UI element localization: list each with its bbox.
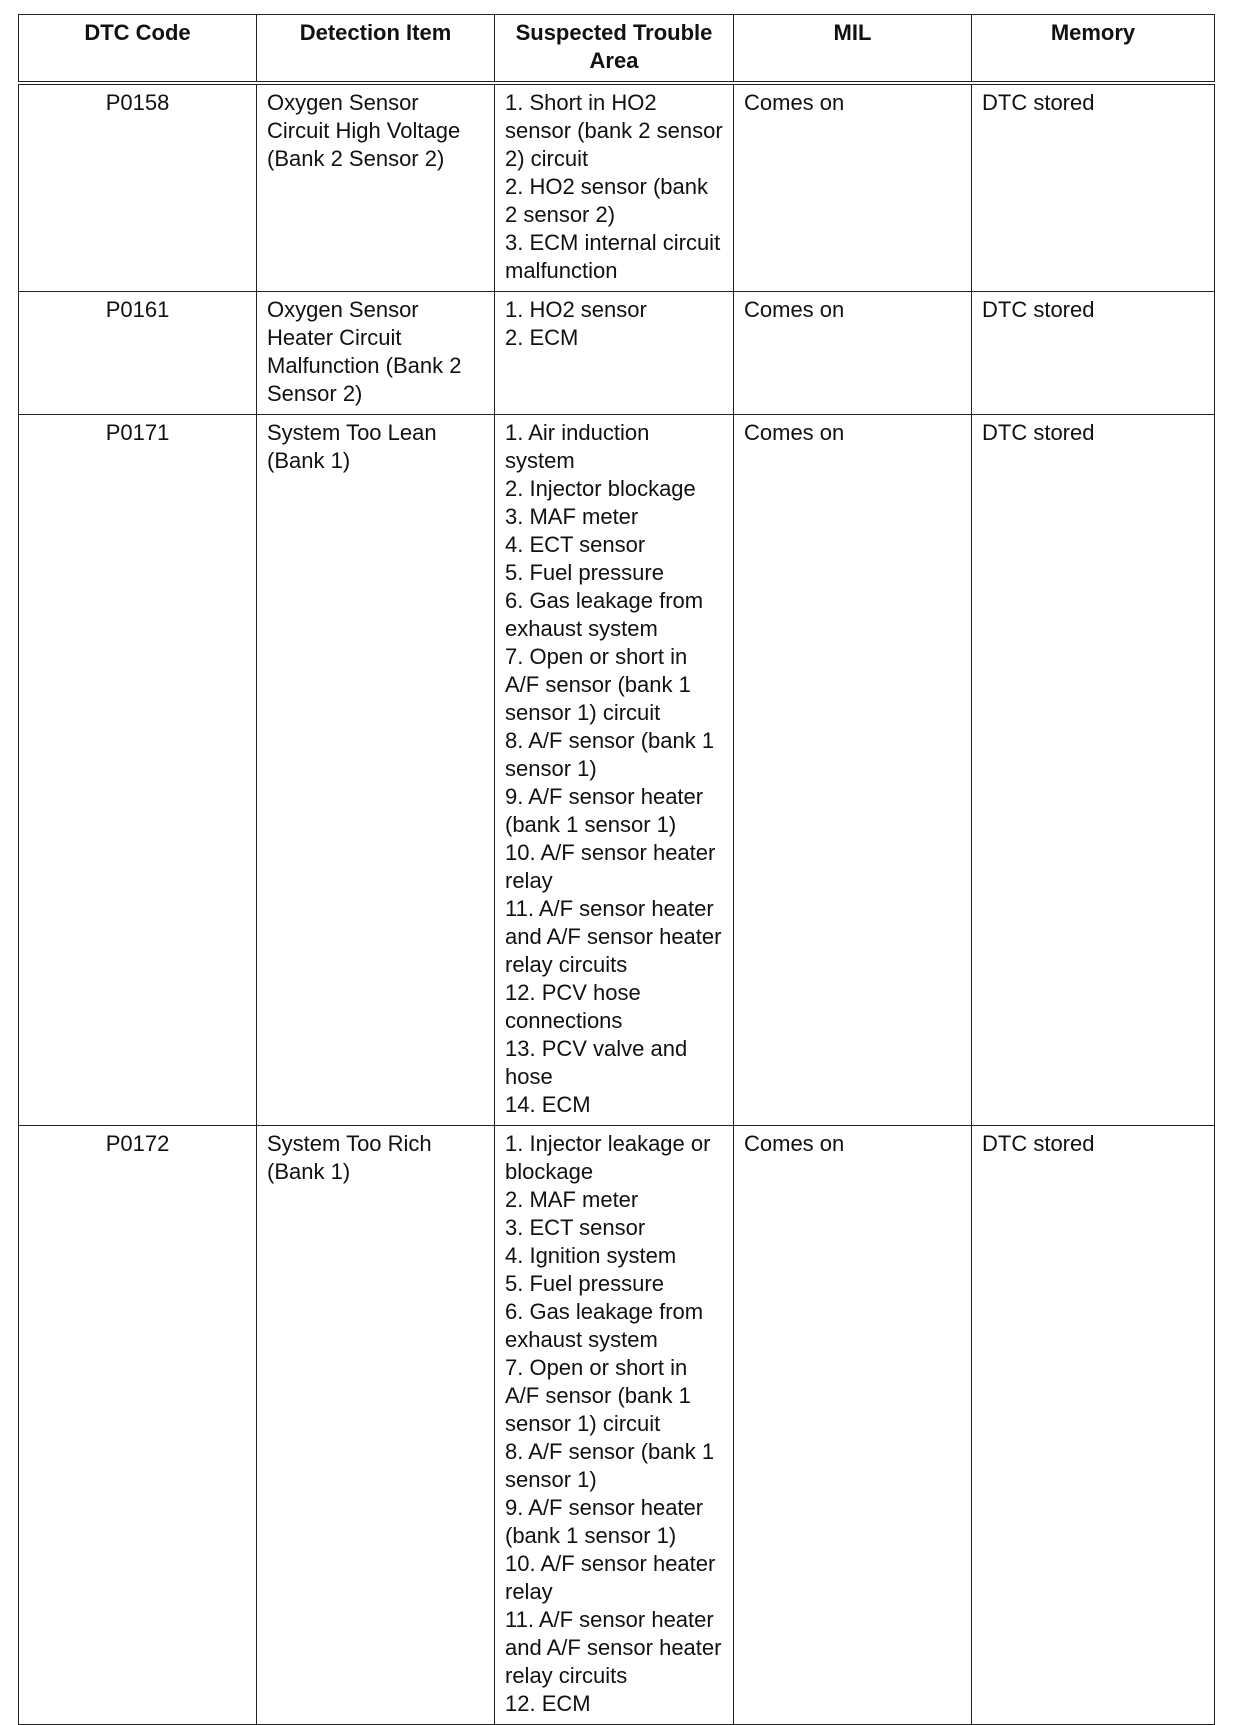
trouble-area-item: 9. A/F sensor heater (bank 1 sensor 1) [505, 784, 704, 837]
memory-cell: DTC stored [972, 292, 1215, 415]
trouble-area-item: 10. A/F sensor heater relay [505, 840, 716, 893]
table-row [19, 83, 1215, 292]
trouble-area-item: 14. ECM [505, 1092, 591, 1117]
trouble-area-cell [495, 292, 734, 415]
trouble-area-cell [495, 1126, 734, 1725]
memory-cell: DTC stored [972, 415, 1215, 1126]
table-header-row [19, 15, 1215, 84]
dtc-code-cell: P0161 [19, 292, 257, 415]
trouble-area-item: 1. HO2 sensor [505, 297, 647, 322]
header-dtc-code: DTC Code [19, 15, 257, 84]
trouble-area-item: 12. ECM [505, 1691, 591, 1716]
header-memory: Memory [972, 15, 1215, 84]
trouble-area-item: 2. MAF meter [505, 1187, 639, 1212]
trouble-area-item: 12. PCV hose connections [505, 980, 641, 1033]
trouble-area-item: 9. A/F sensor heater (bank 1 sensor 1) [505, 1495, 704, 1548]
table-row [19, 415, 1215, 1126]
trouble-area-item: 5. Fuel pressure [505, 560, 664, 585]
trouble-area-item: 3. ECM internal circuit malfunction [505, 230, 721, 283]
trouble-area-item: 2. HO2 sensor (bank 2 sensor 2) [505, 174, 708, 227]
trouble-area-item: 7. Open or short in A/F sensor (bank 1 sensor 1) circuit [505, 1355, 691, 1436]
dtc-table [18, 14, 1215, 1725]
mil-cell: Comes on [734, 1126, 972, 1725]
trouble-area-item: 1. Air induction system [505, 420, 650, 473]
trouble-area-cell [495, 83, 734, 292]
detection-item-cell: Oxygen Sensor Circuit High Voltage (Bank 2 Sensor 2) [257, 83, 495, 292]
trouble-area-item: 11. A/F sensor heater and A/F sensor heater relay circuits [505, 896, 722, 977]
mil-cell: Comes on [734, 415, 972, 1126]
trouble-area-item: 6. Gas leakage from exhaust system [505, 1299, 704, 1352]
dtc-code-cell: P0158 [19, 83, 257, 292]
table-row [19, 1126, 1215, 1725]
detection-item-cell: System Too Rich (Bank 1) [257, 1126, 495, 1725]
detection-item-cell: Oxygen Sensor Heater Circuit Malfunction (Bank 2 Sensor 2) [257, 292, 495, 415]
dtc-code-cell: P0172 [19, 1126, 257, 1725]
header-mil: MIL [734, 15, 972, 84]
memory-cell: DTC stored [972, 1126, 1215, 1725]
trouble-area-item: 5. Fuel pressure [505, 1271, 664, 1296]
trouble-area-item: 4. Ignition system [505, 1243, 677, 1268]
trouble-area-item: 7. Open or short in A/F sensor (bank 1 sensor 1) circuit [505, 644, 691, 725]
mil-cell: Comes on [734, 83, 972, 292]
trouble-area-item: 11. A/F sensor heater and A/F sensor heater relay circuits [505, 1607, 722, 1688]
trouble-area-item: 8. A/F sensor (bank 1 sensor 1) [505, 1439, 715, 1492]
trouble-area-item: 2. Injector blockage [505, 476, 696, 501]
detection-item-cell: System Too Lean (Bank 1) [257, 415, 495, 1126]
trouble-area-item: 1. Injector leakage or blockage [505, 1131, 711, 1184]
header-trouble-area: Suspected Trouble Area [495, 15, 734, 84]
trouble-area-item: 2. ECM [505, 325, 579, 350]
trouble-area-item: 1. Short in HO2 sensor (bank 2 sensor 2) circuit [505, 90, 723, 171]
dtc-code-cell: P0171 [19, 415, 257, 1126]
trouble-area-cell [495, 415, 734, 1126]
trouble-area-item: 6. Gas leakage from exhaust system [505, 588, 704, 641]
trouble-area-item: 3. ECT sensor [505, 1215, 646, 1240]
trouble-area-item: 10. A/F sensor heater relay [505, 1551, 716, 1604]
table-body [19, 83, 1215, 1725]
header-detection-item: Detection Item [257, 15, 495, 84]
trouble-area-item: 8. A/F sensor (bank 1 sensor 1) [505, 728, 715, 781]
trouble-area-item: 3. MAF meter [505, 504, 639, 529]
trouble-area-item: 4. ECT sensor [505, 532, 646, 557]
memory-cell: DTC stored [972, 83, 1215, 292]
trouble-area-item: 13. PCV valve and hose [505, 1036, 688, 1089]
mil-cell: Comes on [734, 292, 972, 415]
table-row [19, 292, 1215, 415]
